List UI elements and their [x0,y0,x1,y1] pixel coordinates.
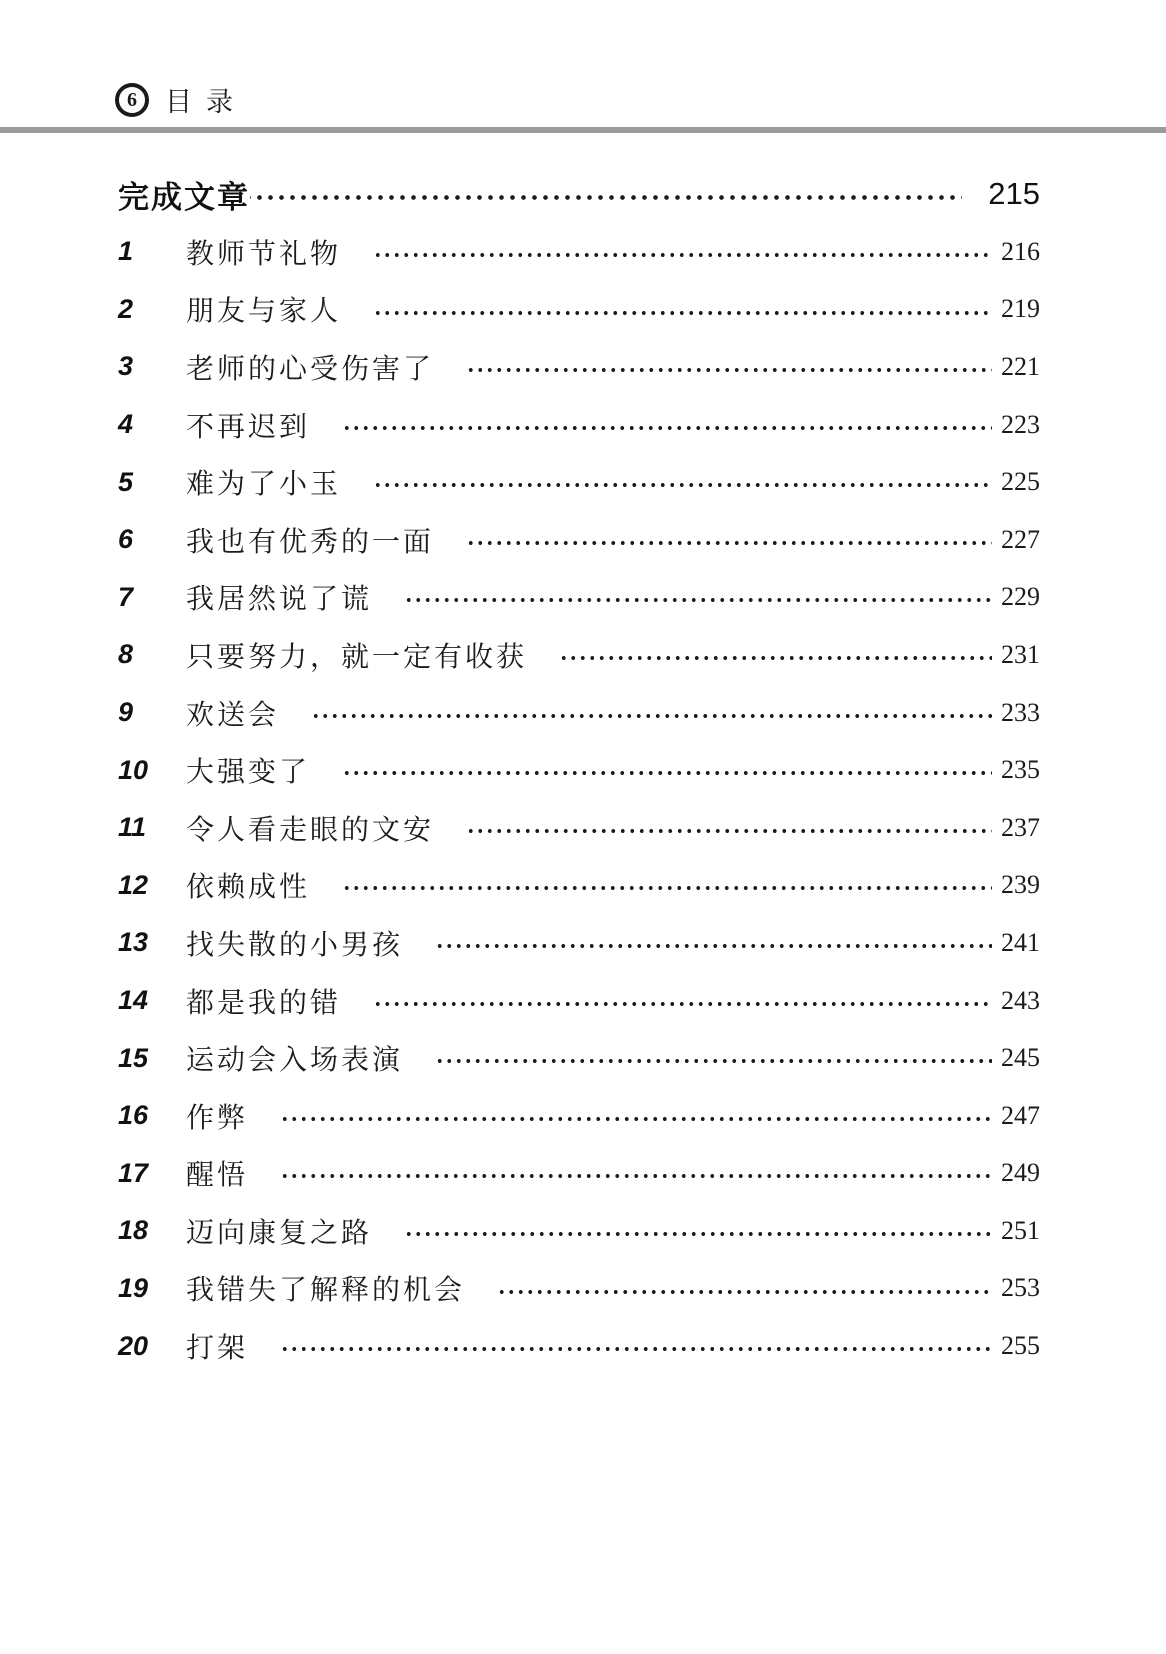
entry-title: 作弊 [186,1102,249,1134]
toc-entry [118,396,1040,454]
entry-page-number: 219 [1001,294,1040,324]
dot-leader [433,914,992,972]
entry-title: 我也有优秀的一面 [186,526,435,558]
entry-number: 9 [118,697,134,728]
entry-page-number: 249 [1001,1158,1040,1188]
page-header [115,80,247,119]
entry-number: 18 [118,1215,149,1246]
section-heading-row [118,165,1040,223]
entry-page-number: 221 [1001,351,1040,381]
entry-page-number: 237 [1001,812,1040,842]
section-page-number: 215 [988,176,1040,211]
toc-entry [118,1202,1040,1260]
entry-page-number: 247 [1001,1100,1040,1130]
entry-number: 16 [118,1100,149,1131]
dot-leader [278,1087,992,1145]
entry-number: 5 [118,466,134,497]
dot-leader [371,223,992,281]
entry-page-number: 216 [1001,236,1040,266]
dot-leader [371,281,992,339]
entry-page-number: 227 [1001,524,1040,554]
dot-leader [340,741,992,799]
section-title: 完成文章 [118,179,250,215]
entry-page-number: 233 [1001,697,1040,727]
entry-title: 迈向康复之路 [186,1217,373,1249]
entry-title: 教师节礼物 [186,238,342,270]
dot-leader [402,569,992,627]
entry-page-number: 241 [1001,927,1040,957]
entry-title: 只要努力，就一定有收获 [186,641,528,673]
entry-title: 找失散的小男孩 [186,929,404,961]
entry-page-number: 223 [1001,409,1040,439]
entry-page-number: 231 [1001,639,1040,669]
entry-title: 我错失了解释的机会 [186,1275,466,1307]
entry-number: 2 [118,293,134,324]
entry-number: 14 [118,985,149,1016]
entry-title: 朋友与家人 [186,296,342,328]
dot-leader [495,1260,992,1318]
dot-leader [464,338,992,396]
dot-leader [433,1029,992,1087]
dot-leader [278,1145,992,1203]
toc-entry [118,684,1040,742]
toc-entry [118,453,1040,511]
toc-entry [118,1317,1040,1375]
entry-number: 13 [118,927,149,958]
toc-entry [118,1029,1040,1087]
dot-leader [371,453,992,511]
entry-page-number: 243 [1001,985,1040,1015]
entry-title: 难为了小玉 [186,469,342,501]
entry-number: 10 [118,754,149,785]
toc-entry [118,1260,1040,1318]
toc-entry [118,799,1040,857]
entry-page-number: 239 [1001,870,1040,900]
entry-title: 大强变了 [186,757,311,789]
header-divider [0,127,1166,133]
entry-title: 老师的心受伤害了 [186,353,435,385]
dot-leader [402,1202,992,1260]
toc-entry [118,741,1040,799]
entry-page-number: 255 [1001,1331,1040,1361]
entry-title: 依赖成性 [186,872,311,904]
dot-leader [278,1317,992,1375]
entry-number: 6 [118,524,134,555]
entry-page-number: 235 [1001,755,1040,785]
entry-page-number: 245 [1001,1043,1040,1073]
dot-leader [464,799,992,857]
entry-title: 我居然说了谎 [186,584,373,616]
toc-entry [118,569,1040,627]
page-number-badge: 6 [115,83,149,117]
entry-page-number: 253 [1001,1273,1040,1303]
entry-title: 欢送会 [186,699,280,731]
entry-number: 12 [118,869,149,900]
toc-entry [118,857,1040,915]
toc-entry [118,1087,1040,1145]
dot-leader [464,511,992,569]
toc-entry [118,914,1040,972]
toc-entry [118,626,1040,684]
entry-title: 醒悟 [186,1160,249,1192]
entry-page-number: 251 [1001,1215,1040,1245]
table-of-contents [118,165,1040,1375]
toc-entry [118,338,1040,396]
entry-number: 11 [118,812,147,843]
dot-leader [557,626,992,684]
entry-number: 17 [118,1157,149,1188]
entry-page-number: 229 [1001,582,1040,612]
entry-number: 1 [118,236,134,267]
entry-number: 20 [118,1330,149,1361]
entry-number: 3 [118,351,134,382]
header-title: 目录 [165,87,247,117]
entry-number: 4 [118,409,134,440]
toc-list [118,223,1040,1375]
entry-title: 打架 [186,1333,249,1365]
entry-title: 运动会入场表演 [186,1045,404,1077]
entry-number: 19 [118,1272,149,1303]
entry-title: 令人看走眼的文安 [186,814,435,846]
entry-title: 不再迟到 [186,411,311,443]
toc-entry [118,223,1040,281]
toc-entry [118,281,1040,339]
toc-entry [118,972,1040,1030]
toc-entry [118,511,1040,569]
entry-title: 都是我的错 [186,987,342,1019]
entry-number: 15 [118,1042,149,1073]
dot-leader [250,165,962,223]
toc-entry [118,1145,1040,1203]
dot-leader [340,396,992,454]
dot-leader [371,972,992,1030]
entry-number: 7 [118,581,134,612]
entry-page-number: 225 [1001,467,1040,497]
dot-leader [340,857,992,915]
dot-leader [309,684,992,742]
entry-number: 8 [118,639,134,670]
